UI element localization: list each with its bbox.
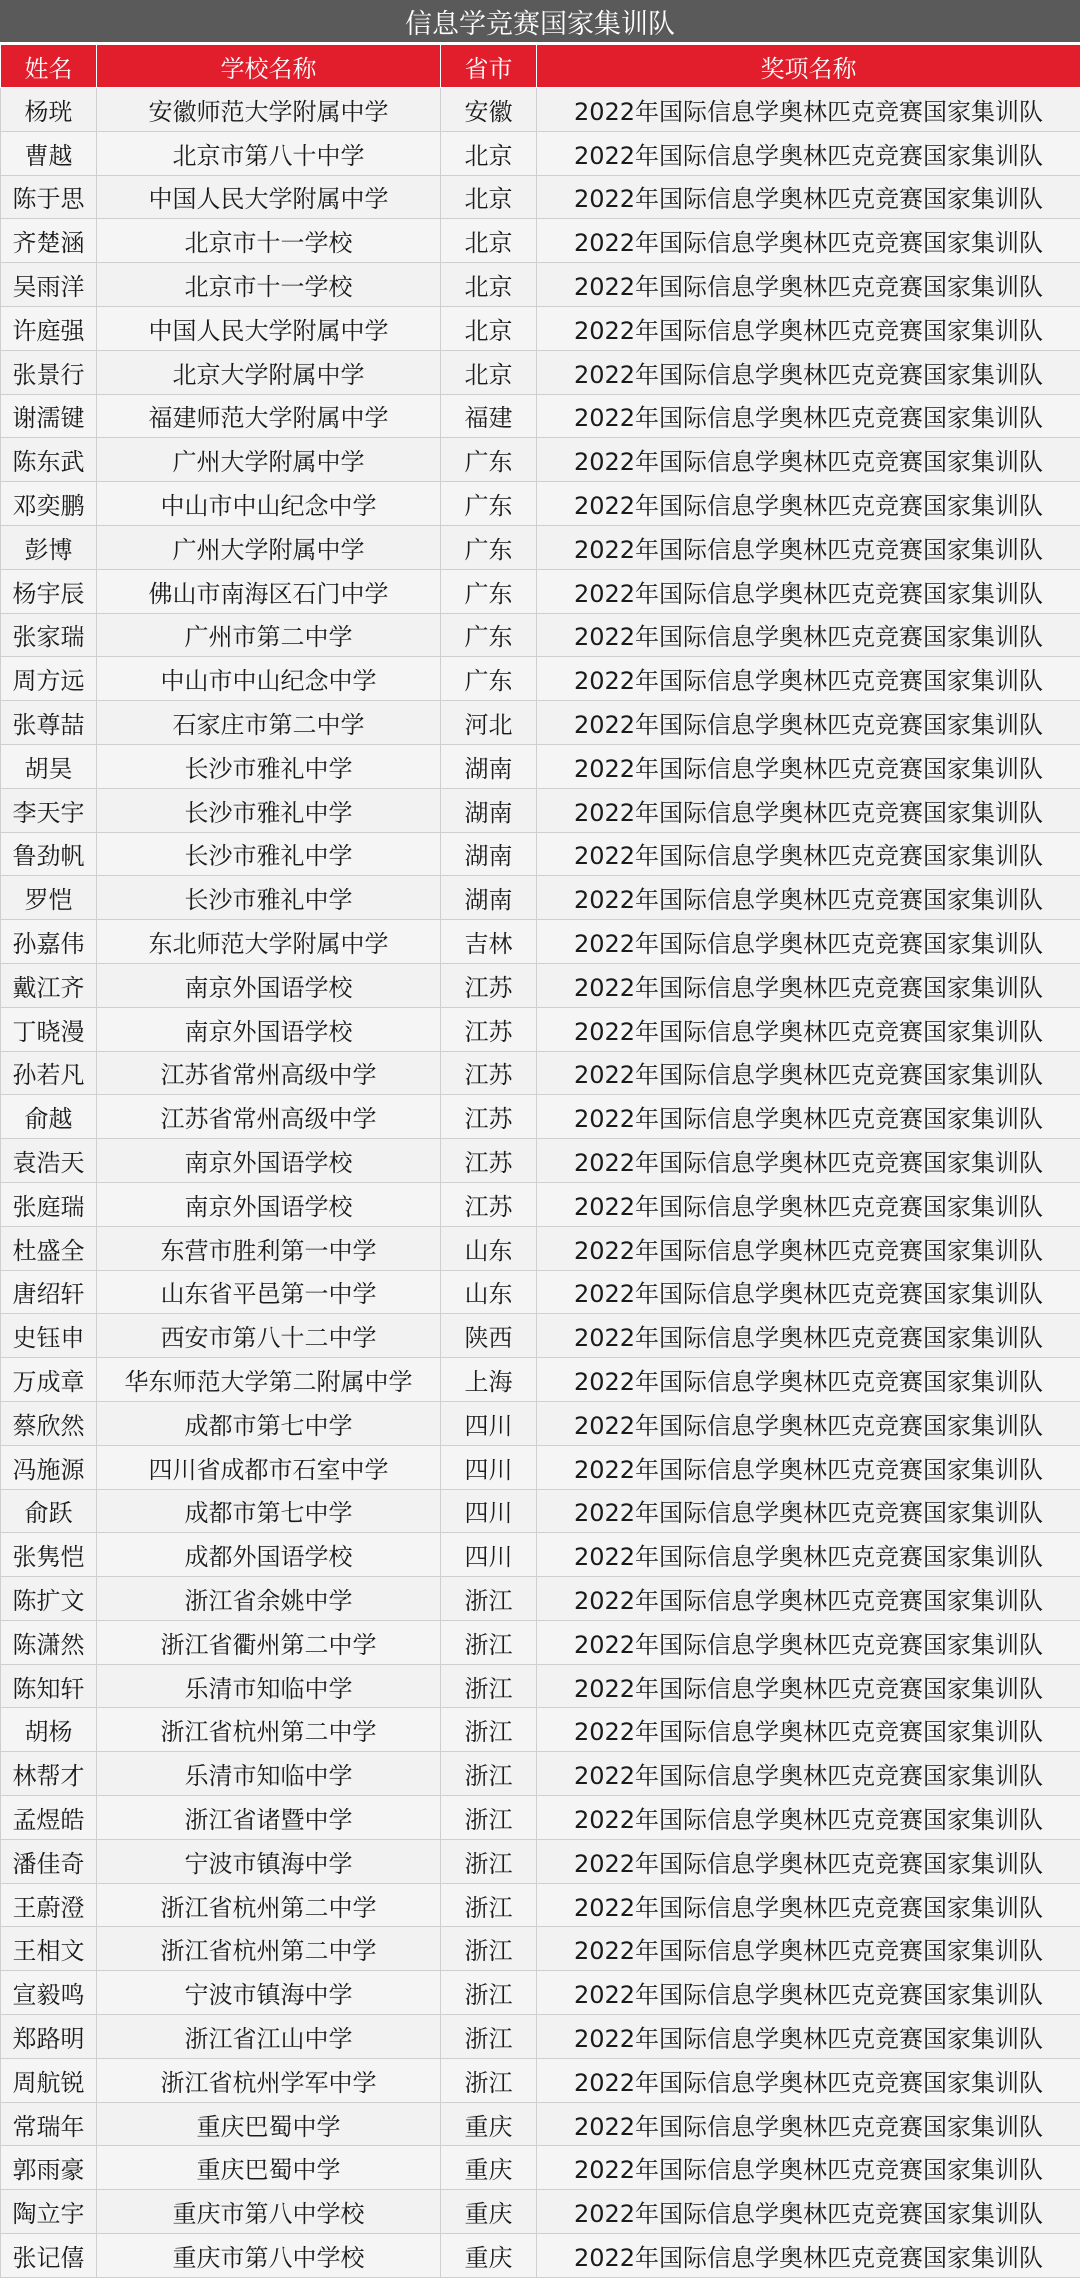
student-name-cell: 胡杨 — [1, 1708, 97, 1752]
province-cell: 湖南 — [441, 744, 537, 788]
school-name-cell: 宁波市镇海中学 — [97, 1839, 441, 1883]
table-row — [1, 219, 1080, 263]
student-name-cell: 齐楚涵 — [1, 219, 97, 263]
table-row — [1, 306, 1080, 350]
student-name-cell: 潘佳奇 — [1, 1839, 97, 1883]
school-name-cell: 浙江省余姚中学 — [97, 1577, 441, 1621]
award-name-cell: 2022年国际信息学奥林匹克竞赛国家集训队 — [537, 1314, 1080, 1358]
table-row — [1, 2234, 1080, 2278]
student-name-cell: 罗恺 — [1, 876, 97, 920]
province-cell: 江苏 — [441, 1182, 537, 1226]
province-cell: 浙江 — [441, 1927, 537, 1971]
table-row — [1, 2102, 1080, 2146]
province-cell: 浙江 — [441, 1796, 537, 1840]
student-name-cell: 邓奕鹏 — [1, 482, 97, 526]
school-name-cell: 西安市第八十二中学 — [97, 1314, 441, 1358]
award-name-cell: 2022年国际信息学奥林匹克竞赛国家集训队 — [537, 920, 1080, 964]
award-name-cell: 2022年国际信息学奥林匹克竞赛国家集训队 — [537, 569, 1080, 613]
student-name-cell: 唐绍轩 — [1, 1270, 97, 1314]
award-name-cell: 2022年国际信息学奥林匹克竞赛国家集训队 — [537, 1489, 1080, 1533]
table-row — [1, 1796, 1080, 1840]
student-name-cell: 陈知轩 — [1, 1664, 97, 1708]
award-name-cell: 2022年国际信息学奥林匹克竞赛国家集训队 — [537, 1796, 1080, 1840]
award-name-cell: 2022年国际信息学奥林匹克竞赛国家集训队 — [537, 744, 1080, 788]
table-row — [1, 1752, 1080, 1796]
student-name-cell: 俞跃 — [1, 1489, 97, 1533]
province-cell: 北京 — [441, 263, 537, 307]
table-row — [1, 1182, 1080, 1226]
school-name-cell: 佛山市南海区石门中学 — [97, 569, 441, 613]
province-cell: 重庆 — [441, 2146, 537, 2190]
province-cell: 浙江 — [441, 1664, 537, 1708]
school-name-cell: 南京外国语学校 — [97, 963, 441, 1007]
student-name-cell: 张记僖 — [1, 2234, 97, 2278]
school-name-cell: 山东省平邑第一中学 — [97, 1270, 441, 1314]
province-cell: 江苏 — [441, 1051, 537, 1095]
school-name-cell: 福建师范大学附属中学 — [97, 394, 441, 438]
table-row — [1, 263, 1080, 307]
student-name-cell: 陈东武 — [1, 438, 97, 482]
school-name-cell: 重庆巴蜀中学 — [97, 2102, 441, 2146]
student-name-cell: 张景行 — [1, 350, 97, 394]
award-name-cell: 2022年国际信息学奥林匹克竞赛国家集训队 — [537, 1445, 1080, 1489]
award-name-cell: 2022年国际信息学奥林匹克竞赛国家集训队 — [537, 263, 1080, 307]
school-name-cell: 成都市第七中学 — [97, 1489, 441, 1533]
table-row — [1, 1927, 1080, 1971]
school-name-cell: 广州大学附属中学 — [97, 438, 441, 482]
student-name-cell: 万成章 — [1, 1358, 97, 1402]
province-cell: 河北 — [441, 701, 537, 745]
award-name-cell: 2022年国际信息学奥林匹克竞赛国家集训队 — [537, 1358, 1080, 1402]
table-row — [1, 1314, 1080, 1358]
school-name-cell: 长沙市雅礼中学 — [97, 788, 441, 832]
school-name-cell: 北京大学附属中学 — [97, 350, 441, 394]
table-row — [1, 1971, 1080, 2015]
table-row — [1, 1358, 1080, 1402]
table-row — [1, 1489, 1080, 1533]
award-name-cell: 2022年国际信息学奥林匹克竞赛国家集训队 — [537, 219, 1080, 263]
province-cell: 山东 — [441, 1270, 537, 1314]
table-row — [1, 1533, 1080, 1577]
table-row — [1, 88, 1080, 132]
award-name-cell: 2022年国际信息学奥林匹克竞赛国家集训队 — [537, 613, 1080, 657]
table-row — [1, 613, 1080, 657]
province-cell: 广东 — [441, 525, 537, 569]
province-cell: 浙江 — [441, 1708, 537, 1752]
table-row — [1, 1708, 1080, 1752]
award-name-cell: 2022年国际信息学奥林匹克竞赛国家集训队 — [537, 175, 1080, 219]
student-name-cell: 张隽恺 — [1, 1533, 97, 1577]
table-row — [1, 1664, 1080, 1708]
page-title: 信息学竞赛国家集训队 — [0, 0, 1080, 44]
student-name-cell: 张家瑞 — [1, 613, 97, 657]
school-name-cell: 浙江省杭州学军中学 — [97, 2058, 441, 2102]
school-name-cell: 成都市第七中学 — [97, 1401, 441, 1445]
student-name-cell: 孙若凡 — [1, 1051, 97, 1095]
school-name-cell: 江苏省常州高级中学 — [97, 1051, 441, 1095]
province-cell: 四川 — [441, 1445, 537, 1489]
table-row — [1, 2146, 1080, 2190]
student-name-cell: 杨宇辰 — [1, 569, 97, 613]
table-row — [1, 2015, 1080, 2059]
student-name-cell: 曹越 — [1, 131, 97, 175]
award-name-cell: 2022年国际信息学奥林匹克竞赛国家集训队 — [537, 1971, 1080, 2015]
school-name-cell: 华东师范大学第二附属中学 — [97, 1358, 441, 1402]
student-name-cell: 常瑞年 — [1, 2102, 97, 2146]
province-cell: 浙江 — [441, 1620, 537, 1664]
award-name-cell: 2022年国际信息学奥林匹克竞赛国家集训队 — [537, 1051, 1080, 1095]
province-cell: 北京 — [441, 350, 537, 394]
award-name-cell: 2022年国际信息学奥林匹克竞赛国家集训队 — [537, 1927, 1080, 1971]
school-name-cell: 北京市十一学校 — [97, 219, 441, 263]
table-row — [1, 1620, 1080, 1664]
column-header-award: 奖项名称 — [537, 45, 1080, 88]
award-name-cell: 2022年国际信息学奥林匹克竞赛国家集训队 — [537, 350, 1080, 394]
school-name-cell: 石家庄市第二中学 — [97, 701, 441, 745]
table-row — [1, 175, 1080, 219]
table-row — [1, 1007, 1080, 1051]
student-name-cell: 彭博 — [1, 525, 97, 569]
province-cell: 江苏 — [441, 1139, 537, 1183]
province-cell: 北京 — [441, 131, 537, 175]
student-name-cell: 陈扩文 — [1, 1577, 97, 1621]
table-row — [1, 876, 1080, 920]
school-name-cell: 长沙市雅礼中学 — [97, 876, 441, 920]
award-name-cell: 2022年国际信息学奥林匹克竞赛国家集训队 — [537, 1095, 1080, 1139]
student-name-cell: 郭雨豪 — [1, 2146, 97, 2190]
award-name-cell: 2022年国际信息学奥林匹克竞赛国家集训队 — [537, 963, 1080, 1007]
award-name-cell: 2022年国际信息学奥林匹克竞赛国家集训队 — [537, 1752, 1080, 1796]
table-row — [1, 744, 1080, 788]
province-cell: 浙江 — [441, 1577, 537, 1621]
province-cell: 上海 — [441, 1358, 537, 1402]
table-row — [1, 2190, 1080, 2234]
province-cell: 吉林 — [441, 920, 537, 964]
award-name-cell: 2022年国际信息学奥林匹克竞赛国家集训队 — [537, 438, 1080, 482]
table-row — [1, 1226, 1080, 1270]
province-cell: 江苏 — [441, 1007, 537, 1051]
province-cell: 浙江 — [441, 1883, 537, 1927]
province-cell: 湖南 — [441, 876, 537, 920]
table-row — [1, 1270, 1080, 1314]
student-name-cell: 吴雨洋 — [1, 263, 97, 307]
award-name-cell: 2022年国际信息学奥林匹克竞赛国家集训队 — [537, 876, 1080, 920]
table-row — [1, 525, 1080, 569]
award-name-cell: 2022年国际信息学奥林匹克竞赛国家集训队 — [537, 1270, 1080, 1314]
award-name-cell: 2022年国际信息学奥林匹克竞赛国家集训队 — [537, 525, 1080, 569]
school-name-cell: 重庆市第八中学校 — [97, 2190, 441, 2234]
award-name-cell: 2022年国际信息学奥林匹克竞赛国家集训队 — [537, 394, 1080, 438]
table-row — [1, 482, 1080, 526]
table-row — [1, 920, 1080, 964]
school-name-cell: 中国人民大学附属中学 — [97, 175, 441, 219]
school-name-cell: 东营市胜利第一中学 — [97, 1226, 441, 1270]
award-name-cell: 2022年国际信息学奥林匹克竞赛国家集训队 — [537, 306, 1080, 350]
school-name-cell: 中山市中山纪念中学 — [97, 482, 441, 526]
award-name-cell: 2022年国际信息学奥林匹克竞赛国家集训队 — [537, 1533, 1080, 1577]
school-name-cell: 长沙市雅礼中学 — [97, 744, 441, 788]
table-row — [1, 1095, 1080, 1139]
province-cell: 江苏 — [441, 963, 537, 1007]
school-name-cell: 中国人民大学附属中学 — [97, 306, 441, 350]
column-header-province: 省市 — [441, 45, 537, 88]
school-name-cell: 宁波市镇海中学 — [97, 1971, 441, 2015]
school-name-cell: 南京外国语学校 — [97, 1182, 441, 1226]
student-name-cell: 袁浩天 — [1, 1139, 97, 1183]
table-row — [1, 788, 1080, 832]
table-row — [1, 2058, 1080, 2102]
school-name-cell: 浙江省诸暨中学 — [97, 1796, 441, 1840]
award-name-cell: 2022年国际信息学奥林匹克竞赛国家集训队 — [537, 832, 1080, 876]
province-cell: 重庆 — [441, 2234, 537, 2278]
province-cell: 湖南 — [441, 832, 537, 876]
column-header-name: 姓名 — [1, 45, 97, 88]
school-name-cell: 重庆巴蜀中学 — [97, 2146, 441, 2190]
table-row — [1, 350, 1080, 394]
award-name-cell: 2022年国际信息学奥林匹克竞赛国家集训队 — [537, 1883, 1080, 1927]
student-name-cell: 许庭强 — [1, 306, 97, 350]
school-name-cell: 南京外国语学校 — [97, 1007, 441, 1051]
province-cell: 北京 — [441, 219, 537, 263]
student-name-cell: 王蔚澄 — [1, 1883, 97, 1927]
award-name-cell: 2022年国际信息学奥林匹克竞赛国家集训队 — [537, 1007, 1080, 1051]
province-cell: 广东 — [441, 613, 537, 657]
student-name-cell: 谢濡键 — [1, 394, 97, 438]
school-name-cell: 重庆市第八中学校 — [97, 2234, 441, 2278]
school-name-cell: 浙江省江山中学 — [97, 2015, 441, 2059]
school-name-cell: 安徽师范大学附属中学 — [97, 88, 441, 132]
table-row — [1, 438, 1080, 482]
school-name-cell: 浙江省杭州第二中学 — [97, 1927, 441, 1971]
school-name-cell: 南京外国语学校 — [97, 1139, 441, 1183]
school-name-cell: 中山市中山纪念中学 — [97, 657, 441, 701]
student-name-cell: 冯施源 — [1, 1445, 97, 1489]
student-name-cell: 史钰申 — [1, 1314, 97, 1358]
award-name-cell: 2022年国际信息学奥林匹克竞赛国家集训队 — [537, 2146, 1080, 2190]
school-name-cell: 乐清市知临中学 — [97, 1752, 441, 1796]
award-name-cell: 2022年国际信息学奥林匹克竞赛国家集训队 — [537, 1226, 1080, 1270]
school-name-cell: 广州大学附属中学 — [97, 525, 441, 569]
student-name-cell: 胡昊 — [1, 744, 97, 788]
school-name-cell: 北京市十一学校 — [97, 263, 441, 307]
province-cell: 陕西 — [441, 1314, 537, 1358]
table-header-row — [1, 45, 1080, 88]
student-name-cell: 周方远 — [1, 657, 97, 701]
student-name-cell: 蔡欣然 — [1, 1401, 97, 1445]
table-row — [1, 1883, 1080, 1927]
award-name-cell: 2022年国际信息学奥林匹克竞赛国家集训队 — [537, 131, 1080, 175]
province-cell: 浙江 — [441, 2058, 537, 2102]
student-name-cell: 孟煜皓 — [1, 1796, 97, 1840]
province-cell: 安徽 — [441, 88, 537, 132]
school-name-cell: 长沙市雅礼中学 — [97, 832, 441, 876]
school-name-cell: 北京市第八十中学 — [97, 131, 441, 175]
province-cell: 江苏 — [441, 1095, 537, 1139]
award-name-cell: 2022年国际信息学奥林匹克竞赛国家集训队 — [537, 1664, 1080, 1708]
table-row — [1, 832, 1080, 876]
table-row — [1, 1577, 1080, 1621]
table-row — [1, 963, 1080, 1007]
student-name-cell: 俞越 — [1, 1095, 97, 1139]
school-name-cell: 江苏省常州高级中学 — [97, 1095, 441, 1139]
award-name-cell: 2022年国际信息学奥林匹克竞赛国家集训队 — [537, 2058, 1080, 2102]
province-cell: 浙江 — [441, 2015, 537, 2059]
province-cell: 浙江 — [441, 1839, 537, 1883]
award-name-cell: 2022年国际信息学奥林匹克竞赛国家集训队 — [537, 88, 1080, 132]
award-name-cell: 2022年国际信息学奥林匹克竞赛国家集训队 — [537, 1577, 1080, 1621]
province-cell: 四川 — [441, 1533, 537, 1577]
province-cell: 广东 — [441, 438, 537, 482]
table-row — [1, 701, 1080, 745]
province-cell: 浙江 — [441, 1752, 537, 1796]
award-name-cell: 2022年国际信息学奥林匹克竞赛国家集训队 — [537, 1182, 1080, 1226]
student-name-cell: 张庭瑞 — [1, 1182, 97, 1226]
table-row — [1, 131, 1080, 175]
award-name-cell: 2022年国际信息学奥林匹克竞赛国家集训队 — [537, 1620, 1080, 1664]
table-row — [1, 1139, 1080, 1183]
roster-table — [0, 44, 1080, 2278]
province-cell: 四川 — [441, 1489, 537, 1533]
school-name-cell: 浙江省衢州第二中学 — [97, 1620, 441, 1664]
student-name-cell: 宣毅鸣 — [1, 1971, 97, 2015]
province-cell: 广东 — [441, 657, 537, 701]
school-name-cell: 浙江省杭州第二中学 — [97, 1883, 441, 1927]
province-cell: 广东 — [441, 569, 537, 613]
province-cell: 浙江 — [441, 1971, 537, 2015]
school-name-cell: 浙江省杭州第二中学 — [97, 1708, 441, 1752]
student-name-cell: 孙嘉伟 — [1, 920, 97, 964]
award-name-cell: 2022年国际信息学奥林匹克竞赛国家集训队 — [537, 2102, 1080, 2146]
school-name-cell: 东北师范大学附属中学 — [97, 920, 441, 964]
student-name-cell: 丁晓漫 — [1, 1007, 97, 1051]
province-cell: 山东 — [441, 1226, 537, 1270]
award-name-cell: 2022年国际信息学奥林匹克竞赛国家集训队 — [537, 1139, 1080, 1183]
school-name-cell: 四川省成都市石室中学 — [97, 1445, 441, 1489]
table-row — [1, 1401, 1080, 1445]
student-name-cell: 戴江齐 — [1, 963, 97, 1007]
column-header-school: 学校名称 — [97, 45, 441, 88]
award-name-cell: 2022年国际信息学奥林匹克竞赛国家集训队 — [537, 1401, 1080, 1445]
student-name-cell: 陈潇然 — [1, 1620, 97, 1664]
award-name-cell: 2022年国际信息学奥林匹克竞赛国家集训队 — [537, 2015, 1080, 2059]
table-row — [1, 394, 1080, 438]
award-name-cell: 2022年国际信息学奥林匹克竞赛国家集训队 — [537, 657, 1080, 701]
school-name-cell: 乐清市知临中学 — [97, 1664, 441, 1708]
roster-body — [1, 88, 1080, 2278]
school-name-cell: 广州市第二中学 — [97, 613, 441, 657]
award-name-cell: 2022年国际信息学奥林匹克竞赛国家集训队 — [537, 1839, 1080, 1883]
table-row — [1, 1445, 1080, 1489]
province-cell: 重庆 — [441, 2190, 537, 2234]
award-name-cell: 2022年国际信息学奥林匹克竞赛国家集训队 — [537, 788, 1080, 832]
province-cell: 湖南 — [441, 788, 537, 832]
student-name-cell: 张尊喆 — [1, 701, 97, 745]
award-name-cell: 2022年国际信息学奥林匹克竞赛国家集训队 — [537, 2234, 1080, 2278]
award-name-cell: 2022年国际信息学奥林匹克竞赛国家集训队 — [537, 2190, 1080, 2234]
student-name-cell: 郑路明 — [1, 2015, 97, 2059]
province-cell: 广东 — [441, 482, 537, 526]
province-cell: 北京 — [441, 306, 537, 350]
table-row — [1, 1051, 1080, 1095]
student-name-cell: 陶立宇 — [1, 2190, 97, 2234]
student-name-cell: 杨珖 — [1, 88, 97, 132]
student-name-cell: 王相文 — [1, 1927, 97, 1971]
school-name-cell: 成都外国语学校 — [97, 1533, 441, 1577]
province-cell: 四川 — [441, 1401, 537, 1445]
table-row — [1, 569, 1080, 613]
student-name-cell: 鲁劲帆 — [1, 832, 97, 876]
student-name-cell: 林帮才 — [1, 1752, 97, 1796]
student-name-cell: 李天宇 — [1, 788, 97, 832]
student-name-cell: 陈于思 — [1, 175, 97, 219]
award-name-cell: 2022年国际信息学奥林匹克竞赛国家集训队 — [537, 1708, 1080, 1752]
award-name-cell: 2022年国际信息学奥林匹克竞赛国家集训队 — [537, 482, 1080, 526]
province-cell: 北京 — [441, 175, 537, 219]
province-cell: 重庆 — [441, 2102, 537, 2146]
student-name-cell: 周航锐 — [1, 2058, 97, 2102]
table-row — [1, 1839, 1080, 1883]
table-row — [1, 657, 1080, 701]
province-cell: 福建 — [441, 394, 537, 438]
award-name-cell: 2022年国际信息学奥林匹克竞赛国家集训队 — [537, 701, 1080, 745]
student-name-cell: 杜盛全 — [1, 1226, 97, 1270]
